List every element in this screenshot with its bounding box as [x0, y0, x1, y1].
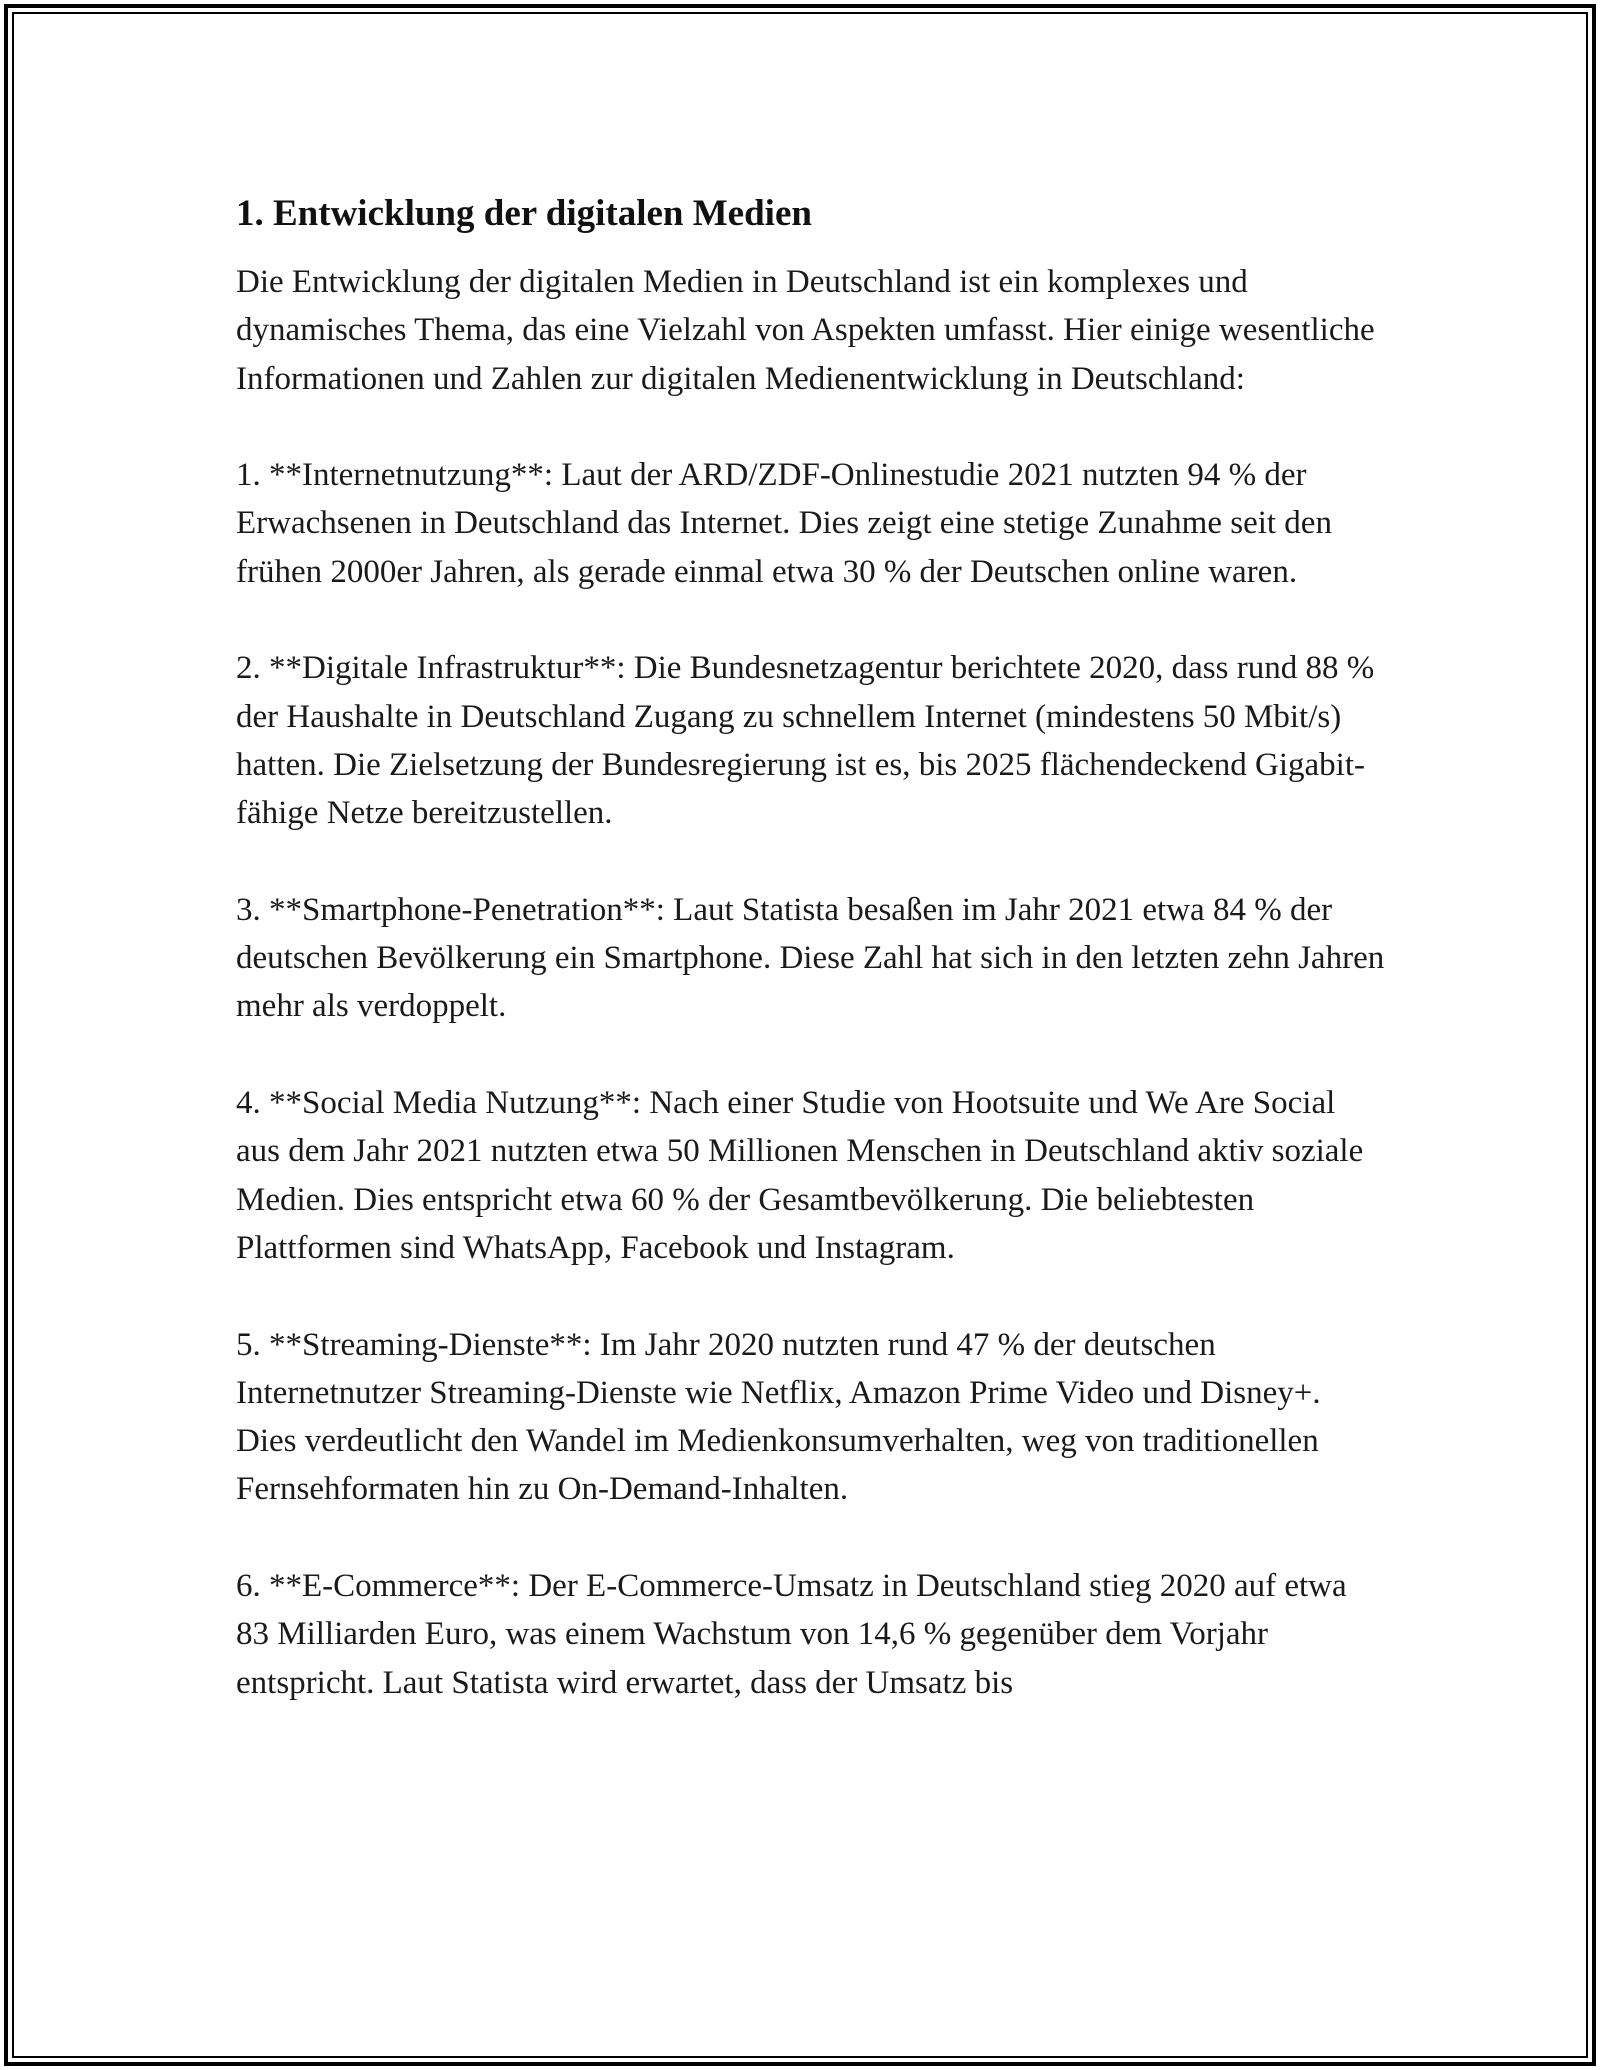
- paragraph-streaming-dienste: 5. **Streaming-Dienste**: Im Jahr 2020 nutzten rund 47 % der deutschen Internetnutzer Streaming-Dienste wie Netflix, Amazon Prime Video und Disney+. Dies verdeutlicht den Wandel im Medienkonsumverhalten, weg von traditionellen Fernsehformaten hin zu On-Demand-Inhalten.: [236, 1326, 1321, 1508]
- intro-paragraph: Die Entwicklung der digitalen Medien in Deutschland ist ein komplexes und dynamisches Thema, das eine Vielzahl von Aspekten umfasst. Hier einige wesentliche Informationen und Zahlen zur digitalen Medienentwicklung in Deutschland:: [236, 264, 1375, 397]
- paragraph-smartphone-penetration: 3. **Smartphone-Penetration**: Laut Statista besaßen im Jahr 2021 etwa 84 % der deutschen Bevölkerung ein Smartphone. Diese Zahl hat sich in den letzten zehn Jahren mehr als verdoppelt.: [236, 891, 1385, 1025]
- paragraph-digitale-infrastruktur: 2. **Digitale Infrastruktur**: Die Bundesnetzagentur berichtete 2020, dass rund 88 % der Haushalte in Deutschland Zugang zu schnellem Internet (mindestens 50 Mbit/s) hatten. Die Zielsetzung der Bundesregierung ist es, bis 2025 flächendeckend Gigabit-fähige Netze bereitzustellen.: [236, 650, 1375, 832]
- section-heading: 1. Entwicklung der digitalen Medien: [236, 193, 812, 234]
- paragraph-internetnutzung: 1. **Internetnutzung**: Laut der ARD/ZDF-Onlinestudie 2021 nutzten 94 % der Erwachsenen in Deutschland das Internet. Dies zeigt eine stetige Zunahme seit den frühen 2000er Jahren, als gerade einmal etwa 30 % der Deutschen online waren.: [236, 457, 1332, 590]
- paragraph-social-media-nutzung: 4. **Social Media Nutzung**: Nach einer Studie von Hootsuite und We Are Social aus dem Jahr 2021 nutzten etwa 50 Millionen Menschen in Deutschland aktiv soziale Medien. Dies entspricht etwa 60 % der Gesamtbevölkerung. Die beliebtesten Plattformen sind WhatsApp, Facebook und Instagram.: [236, 1085, 1364, 1266]
- paragraph-e-commerce: 6. **E-Commerce**: Der E-Commerce-Umsatz in Deutschland stieg 2020 auf etwa 83 Milliarden Euro, was einem Wachstum von 14,6 % gegenüber dem Vorjahr entspricht. Laut Statista wird erwartet, dass der Umsatz bis: [236, 1568, 1347, 1701]
- document-body: [236, 186, 1386, 1755]
